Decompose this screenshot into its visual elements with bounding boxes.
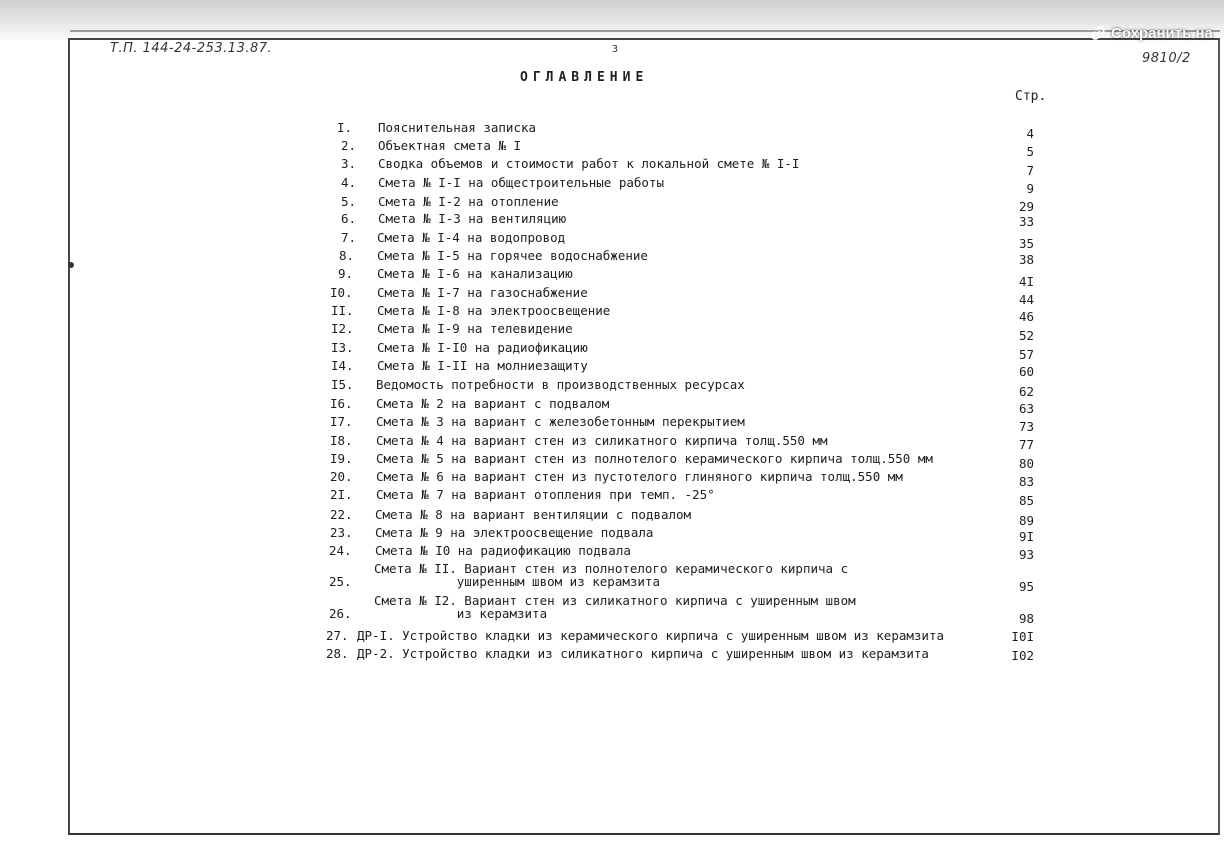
toc-entry-number: 22. bbox=[330, 507, 353, 522]
toc-entry-page: 44 bbox=[1018, 292, 1034, 307]
toc-entry bbox=[330, 508, 691, 521]
toc-entry-number: 25. bbox=[329, 574, 352, 589]
toc-entry bbox=[341, 139, 521, 152]
toc-entry-text: Смета № 6 на вариант стен из пустотелого глиняного кирпича толщ.550 мм bbox=[376, 469, 903, 484]
toc-entry-number: 3. bbox=[341, 156, 357, 171]
toc-entry-text: ДР-I. Устройство кладки из керамического кирпича с уширенным швом из керамзита bbox=[357, 628, 944, 643]
toc-entry-text: Смета № 5 на вариант стен из полнотелого керамического кирпича толщ.550 мм bbox=[376, 451, 933, 466]
toc-entry-text: Смета № 2 на вариант с подвалом bbox=[376, 396, 610, 411]
toc-entry bbox=[330, 397, 609, 410]
toc-entry-page: 57 bbox=[1018, 347, 1034, 362]
page-number: 3 bbox=[612, 44, 619, 55]
toc-entry bbox=[331, 304, 610, 317]
toc-entry-page: 35 bbox=[1018, 236, 1034, 251]
toc-entry-page: 9I bbox=[1018, 529, 1034, 544]
toc-entry-page: 93 bbox=[1018, 547, 1034, 562]
toc-entry-number: 5. bbox=[341, 194, 357, 209]
toc-entry-page: 80 bbox=[1018, 456, 1034, 471]
toc-entry bbox=[326, 647, 929, 660]
toc-entry-page: 73 bbox=[1018, 419, 1034, 434]
toc-entry bbox=[337, 121, 536, 134]
toc-entry-text: Смета № I-6 на канализацию bbox=[377, 266, 573, 281]
toc-entry-page: 5 bbox=[1026, 144, 1034, 159]
toc-entry bbox=[330, 415, 745, 428]
toc-entry-text: Пояснительная записка bbox=[378, 120, 537, 135]
save-button[interactable] bbox=[1090, 21, 1224, 45]
toc-entry-page: 62 bbox=[1018, 384, 1034, 399]
toc-entry-page: 52 bbox=[1018, 328, 1034, 343]
toc-entry-page: 4I bbox=[1018, 274, 1034, 289]
toc-entry-page: 7 bbox=[1026, 163, 1034, 178]
toc-entry bbox=[331, 378, 745, 391]
toc-entry-page: 89 bbox=[1018, 513, 1034, 528]
toc-entry-text: Смета № 8 на вариант вентиляции с подвалом bbox=[375, 507, 692, 522]
toc-entry-number: 8. bbox=[339, 248, 355, 263]
toc-entry-page: 95 bbox=[1018, 579, 1034, 594]
viewer-top-band bbox=[0, 0, 1224, 40]
toc-entry-number: 4. bbox=[341, 175, 357, 190]
toc-entry-number: I2. bbox=[331, 321, 354, 336]
binding-mark bbox=[68, 262, 74, 268]
toc-entry-page: 9 bbox=[1026, 181, 1034, 196]
toc-entry-text: Смета № I0 на радиофикацию подвала bbox=[375, 543, 631, 558]
toc-entry-text: Смета № I-5 на горячее водоснабжение bbox=[377, 248, 648, 263]
toc-entry-number: 6. bbox=[341, 211, 357, 226]
toc-entry bbox=[341, 231, 565, 244]
toc-entry-number: 2. bbox=[341, 138, 357, 153]
toc-entry-number: 24. bbox=[329, 543, 352, 558]
toc-entry bbox=[329, 544, 631, 557]
toc-entry bbox=[326, 629, 944, 642]
toc-entry-page: I0I bbox=[1011, 629, 1034, 644]
toc-entry-number: I3. bbox=[331, 340, 354, 355]
toc-entry-text: Смета № I-I0 на радиофикацию bbox=[377, 340, 588, 355]
toc-entry-text: ДР-2. Устройство кладки из силикатного кирпича с уширенным швом из керамзита bbox=[357, 646, 929, 661]
toc-entry-number: 7. bbox=[341, 230, 357, 245]
page-title: ОГЛАВЛЕНИЕ bbox=[520, 70, 649, 85]
toc-entry bbox=[341, 176, 664, 189]
toc-entry-number: I7. bbox=[330, 414, 353, 429]
toc-entry-number: 26. bbox=[329, 606, 352, 621]
toc-entry bbox=[338, 267, 573, 280]
toc-entry-number: II. bbox=[331, 303, 354, 318]
toc-entry-number: 9. bbox=[338, 266, 354, 281]
document-code: Т.П. 144-24-253.13.87. bbox=[110, 41, 273, 56]
toc-entry-text: Сводка объемов и стоимости работ к локальной смете № I-I bbox=[378, 156, 800, 171]
toc-entry-text: Смета № I-3 на вентиляцию bbox=[378, 211, 567, 226]
toc-entry-text: Смета № II. Вариант стен из полнотелого керамического кирпича с уширенным швом из керамзита bbox=[374, 561, 849, 589]
page-column-header: Стр. bbox=[1015, 89, 1047, 104]
toc-entry-page: 46 bbox=[1018, 309, 1034, 324]
toc-entry-page: 98 bbox=[1018, 611, 1034, 626]
toc-entry-text: Смета № I2. Вариант стен из силикатного кирпича с уширенным швом из керамзита bbox=[374, 593, 856, 621]
toc-entry-number: I5. bbox=[331, 377, 354, 392]
toc-entry-number: 23. bbox=[330, 525, 353, 540]
toc-entry bbox=[331, 341, 588, 354]
toc-entry bbox=[330, 470, 903, 483]
toc-entry-number: 28. bbox=[326, 646, 349, 661]
toc-entry bbox=[329, 594, 856, 620]
toc-entry-number: I0. bbox=[330, 285, 353, 300]
toc-entry bbox=[339, 249, 648, 262]
toc-entry bbox=[341, 195, 559, 208]
toc-entry-text: Смета № I-8 на электроосвещение bbox=[377, 303, 611, 318]
toc-entry bbox=[331, 322, 573, 335]
toc-entry bbox=[330, 286, 588, 299]
toc-entry-number: 27. bbox=[326, 628, 349, 643]
toc-entry bbox=[331, 359, 588, 372]
toc-entry bbox=[330, 434, 828, 447]
toc-entry-text: Смета № I-2 на отопление bbox=[378, 194, 559, 209]
toc-entry-text: Смета № I-II на молниезащиту bbox=[377, 358, 588, 373]
toc-entry-number: I. bbox=[337, 120, 353, 135]
toc-entry-text: Смета № 3 на вариант с железобетонным перекрытием bbox=[376, 414, 745, 429]
toc-entry-number: I4. bbox=[331, 358, 354, 373]
toc-entry-number: 2I. bbox=[330, 487, 353, 502]
toc-entry-page: 63 bbox=[1018, 401, 1034, 416]
link-icon bbox=[1090, 25, 1106, 41]
toc-entry-number: I9. bbox=[330, 451, 353, 466]
toc-entry-page: 4 bbox=[1026, 126, 1034, 141]
toc-entry-page: 33 bbox=[1018, 214, 1034, 229]
toc-entry-text: Смета № 7 на вариант отопления при темп. -25° bbox=[376, 487, 715, 502]
archive-number: 9810/2 bbox=[1142, 51, 1191, 66]
save-button-label: Сохранить на bbox=[1111, 24, 1213, 42]
toc-entry-text: Ведомость потребности в производственных ресурсах bbox=[376, 377, 745, 392]
toc-entry-page: I02 bbox=[1011, 648, 1034, 663]
toc-entry-page: 38 bbox=[1018, 252, 1034, 267]
toc-entry-page: 83 bbox=[1018, 474, 1034, 489]
toc-entry-number: 20. bbox=[330, 469, 353, 484]
toc-entry-number: I6. bbox=[330, 396, 353, 411]
toc-entry-page: 85 bbox=[1018, 493, 1034, 508]
toc-entry-text: Смета № 4 на вариант стен из силикатного кирпича толщ.550 мм bbox=[376, 433, 828, 448]
toc-entry bbox=[329, 562, 848, 588]
toc-entry-page: 60 bbox=[1018, 364, 1034, 379]
toc-entry-page: 77 bbox=[1018, 437, 1034, 452]
toc-entry-text: Смета № I-7 на газоснабжение bbox=[377, 285, 588, 300]
toc-entry-text: Смета № I-I на общестроительные работы bbox=[378, 175, 664, 190]
toc-entry-number: I8. bbox=[330, 433, 353, 448]
toc-entry-page: 29 bbox=[1018, 199, 1034, 214]
toc-entry bbox=[330, 452, 933, 465]
toc-entry bbox=[341, 212, 566, 225]
toc-entry-text: Объектная смета № I bbox=[378, 138, 521, 153]
toc-entry bbox=[341, 157, 799, 170]
page-edge-line bbox=[70, 30, 1220, 32]
toc-entry bbox=[330, 488, 715, 501]
toc-entry-text: Смета № I-4 на водопровод bbox=[377, 230, 566, 245]
toc-entry-text: Смета № 9 на электроосвещение подвала bbox=[375, 525, 654, 540]
toc-entry-text: Смета № I-9 на телевидение bbox=[377, 321, 573, 336]
toc-entry bbox=[330, 526, 653, 539]
